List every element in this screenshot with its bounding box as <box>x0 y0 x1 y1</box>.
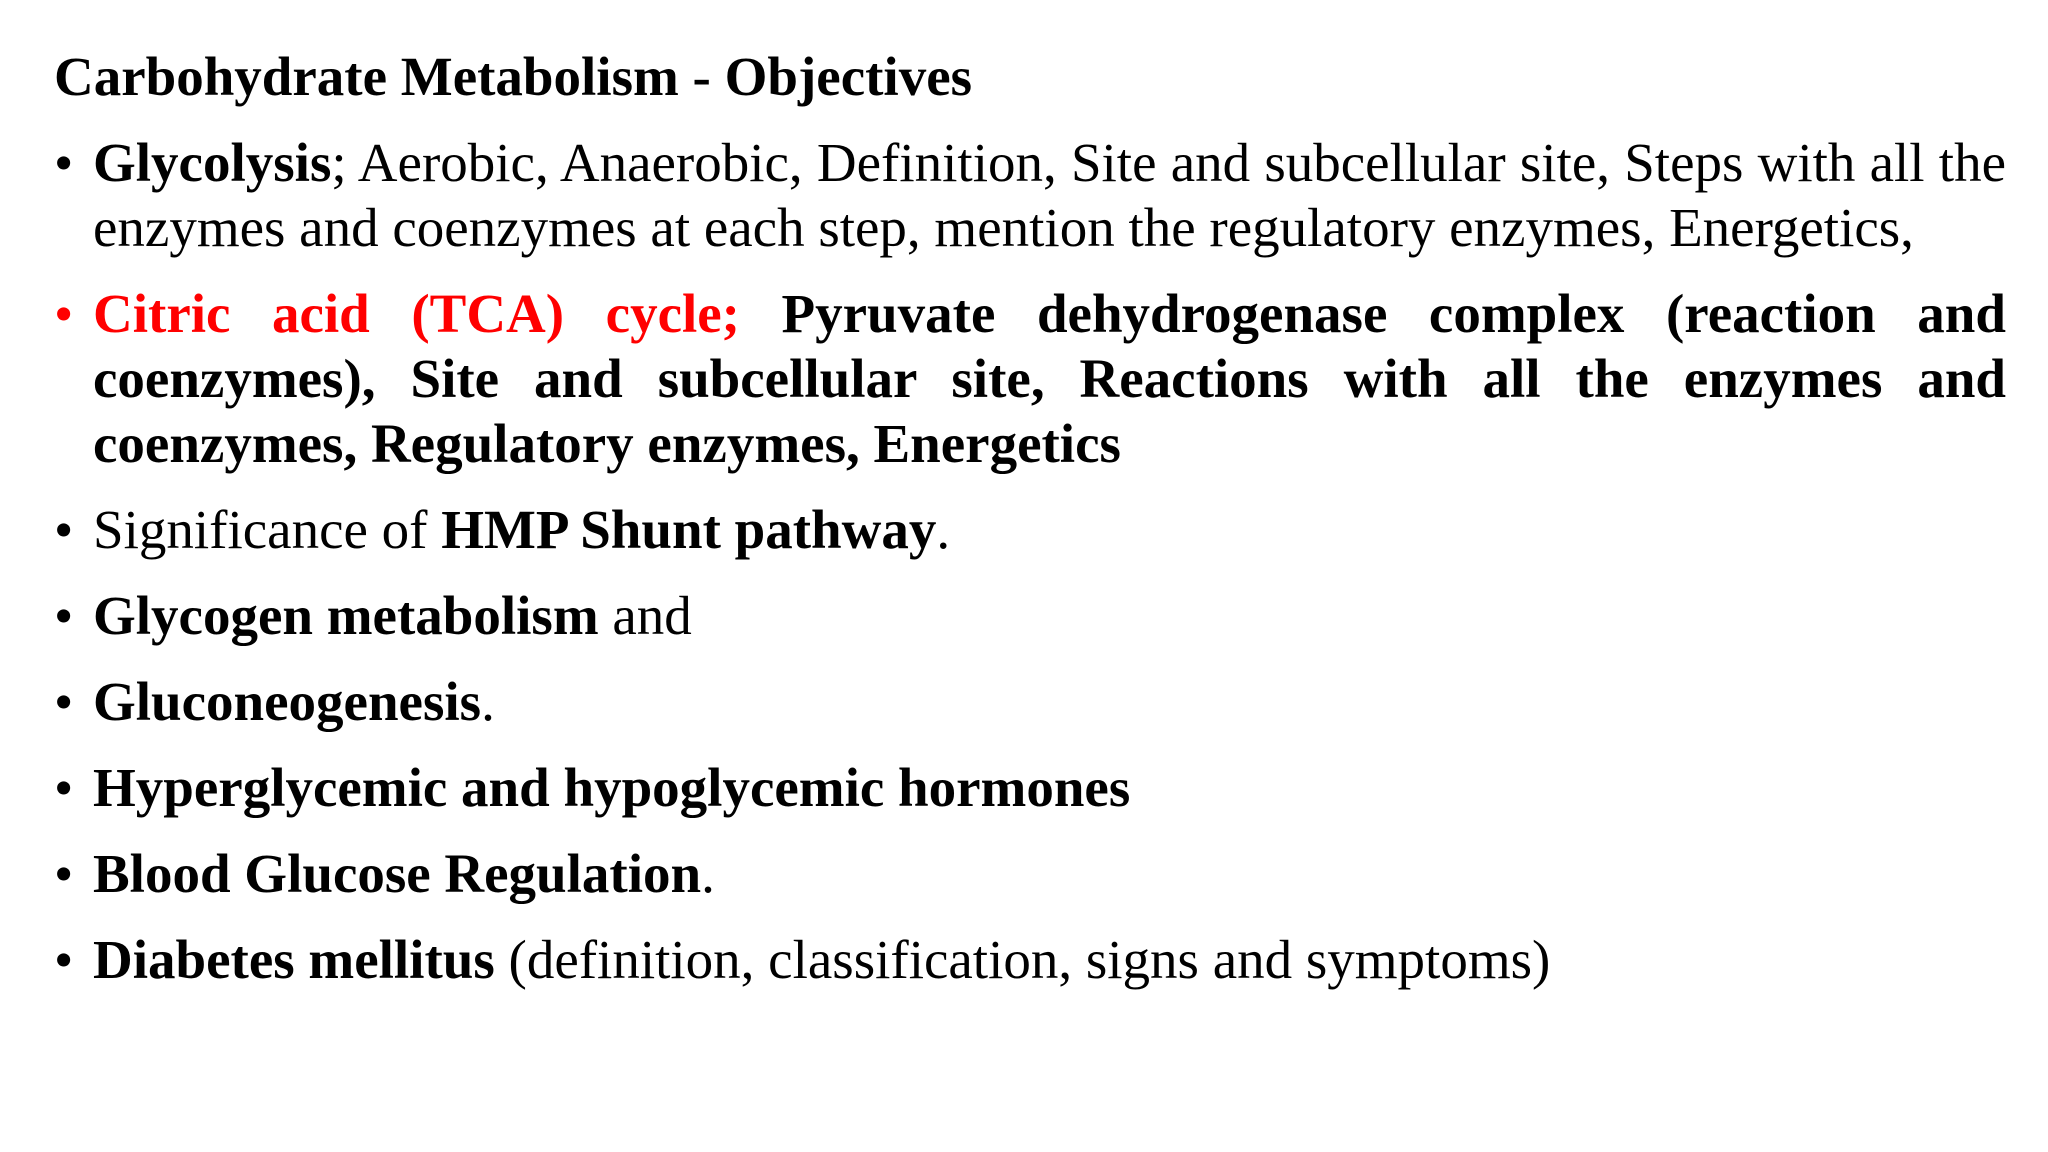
list-item-hmp-shunt <box>54 497 2006 562</box>
bullet-icon: • <box>54 499 74 560</box>
item-bold-text: Hyperglycemic and hypoglycemic hormones <box>93 757 1131 818</box>
objectives-list <box>54 130 2006 1013</box>
item-text: and <box>598 585 692 646</box>
item-bold-text: Pyruvate dehydrogenase complex (reaction and coenzymes), Site and subcellular site, Reactions with all the enzymes and coenzymes, Regulatory enzymes, Energetics <box>93 283 2006 474</box>
bullet-icon: • <box>54 929 74 990</box>
item-bold-text: Glycolysis <box>93 132 332 193</box>
list-item-blood-glucose <box>54 841 2006 906</box>
bullet-icon: • <box>54 585 74 646</box>
item-text: . <box>936 499 951 560</box>
list-item-tca-cycle <box>54 281 2006 476</box>
item-bold-text: Diabetes mellitus <box>93 929 495 990</box>
list-item-diabetes <box>54 927 2006 992</box>
item-text: ; Aerobic, Anaerobic, Definition, Site and subcellular site, Steps with all the enzymes and coenzymes at each step, mention the regulatory enzymes, Energetics, <box>93 132 2006 258</box>
slide-title: Carbohydrate Metabolism - Objectives <box>54 46 973 107</box>
item-bold-text: Blood Glucose Regulation <box>93 843 702 904</box>
bullet-icon: • <box>54 132 74 193</box>
bullet-icon: • <box>54 757 74 818</box>
item-bold-text: Glycogen metabolism <box>93 585 599 646</box>
bullet-icon: • <box>54 843 74 904</box>
bullet-icon: • <box>54 671 74 732</box>
item-text: . <box>701 843 715 904</box>
list-item-glycolysis <box>54 130 2006 260</box>
item-text: Significance of <box>93 499 442 560</box>
list-item-gluconeogenesis <box>54 669 2006 734</box>
item-bold-text: HMP Shunt pathway <box>441 499 937 560</box>
item-highlight-text: Citric acid (TCA) cycle; <box>93 283 740 344</box>
item-text: (definition, classification, signs and symptoms) <box>494 929 1551 990</box>
list-item-hormones <box>54 755 2006 820</box>
item-bold-text: Gluconeogenesis <box>93 671 482 732</box>
bullet-icon: • <box>54 283 74 344</box>
item-text: . <box>481 671 495 732</box>
list-item-glycogen <box>54 583 2006 648</box>
